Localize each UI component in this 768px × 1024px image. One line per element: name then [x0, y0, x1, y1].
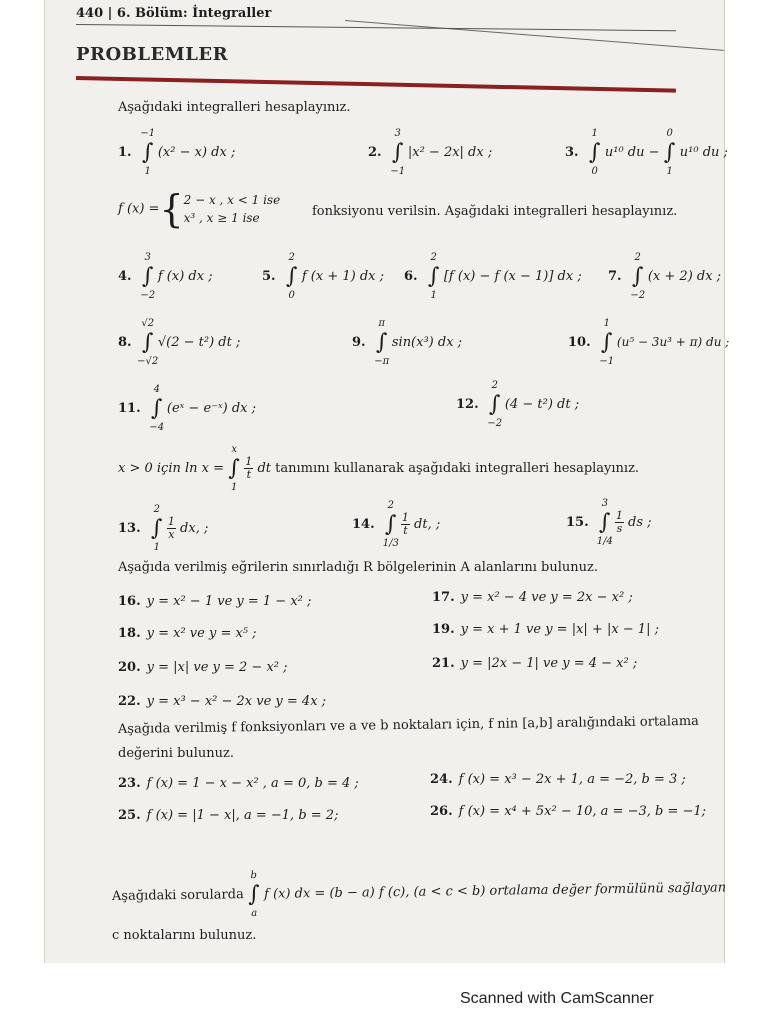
instruction-5b: değerini bulunuz. [118, 746, 235, 761]
integral-sign: ∫ b a [248, 869, 260, 920]
problem-22: 22. y = x³ − x² − 2x ve y = 4x ; [118, 694, 327, 709]
integral-sign: ∫ 0 1 [663, 128, 676, 177]
integral-sign: ∫ 3 1/4 [596, 498, 613, 547]
problem-21: 21. y = |2x − 1| ve y = 4 − x² ; [432, 656, 638, 671]
integral-sign: ∫ 3 −1 [390, 128, 406, 177]
problem-16: 16. y = x² − 1 ve y = 1 − x² ; [118, 594, 312, 609]
integral-sign: ∫ √2 −√2 [137, 318, 159, 367]
integral-sign: ∫ 2 1 [151, 504, 163, 553]
integral-sign: ∫ 1 −1 [599, 318, 615, 367]
integral-sign: ∫ 2 1/3 [382, 500, 399, 549]
problem-25: 25. f (x) = |1 − x|, a = −1, b = 2; [118, 808, 339, 823]
integral-sign: ∫ 1 0 [588, 128, 601, 177]
problem-17: 17. y = x² − 4 ve y = 2x − x² ; [432, 590, 633, 605]
problem-14: 14. ∫ 2 1/3 $\frac{1}{t}$ dt, ; [352, 500, 441, 549]
instruction-3: x > 0 için ln x = ∫ x 1 $\frac{1}{t}$ dt tanımını kullanarak aşağıdaki integralleri hesaplayınız. [118, 444, 640, 493]
integral-sign: ∫ 2 −2 [487, 380, 503, 429]
problem-15: 15. ∫ 3 1/4 $\frac{1}{s}$ ds ; [566, 498, 652, 547]
integral-sign: ∫ 2 0 [285, 252, 298, 301]
problem-12: 12. ∫ 2 −2 (4 − t²) dt ; [456, 380, 580, 429]
problem-2: 2. ∫ 3 −1 |x² − 2x| dx ; [368, 128, 493, 177]
problem-13: 13. ∫ 2 1 $\frac{1}{x}$ dx, ; [118, 504, 209, 553]
problem-1: 1. ∫ −1 1 (x² − x) dx ; [118, 128, 236, 177]
left-brace: { [159, 187, 184, 231]
instruction-5a: Aşağıda verilmiş f fonksiyonları ve a ve b noktaları için, f nin [a,b] aralığındaki ortalama [117, 713, 699, 737]
problem-10: 10. ∫ 1 −1 (u⁵ − 3u³ + π) du ; [568, 318, 730, 367]
fraction: $\frac{1}{t}$ [401, 511, 409, 537]
problem-6: 6. ∫ 2 1 [f (x) − f (x − 1)] dx ; [404, 252, 582, 301]
integral-sign: ∫ 3 −2 [140, 252, 156, 301]
fraction: $\frac{1}{x}$ [167, 515, 175, 541]
integral-sign: ∫ −1 1 [140, 128, 156, 177]
instruction-2: fonksiyonu verilsin. Aşağıdaki integralleri hesaplayınız. [312, 204, 678, 219]
problem-8: 8. ∫ √2 −√2 √(2 − t²) dt ; [118, 318, 241, 367]
problem-19: 19. y = x + 1 ve y = |x| + |x − 1| ; [432, 622, 659, 637]
camscanner-watermark: Scanned with CamScanner [460, 990, 654, 1007]
instruction-6: Aşağıdaki sorularda ∫ b a f (x) dx = (b − a) f (c), (a < c < b) ortalama değer formülünü sağlayan [111, 869, 727, 920]
instruction-1: Aşağıdaki integralleri hesaplayınız. [118, 100, 351, 115]
fraction: $\frac{1}{t}$ [245, 455, 253, 481]
problem-11: 11. ∫ 4 −4 (eˣ − e⁻ˣ) dx ; [118, 384, 256, 433]
problem-9: 9. ∫ π −π sin(x³) dx ; [352, 318, 463, 367]
piecewise-definition: f (x) ={ 2 − x , x < 1 ise x³ , x ≥ 1 ise [118, 187, 281, 231]
fraction: $\frac{1}{s}$ [615, 509, 623, 535]
section-title: PROBLEMLER [76, 44, 229, 65]
problem-5: 5. ∫ 2 0 f (x + 1) dx ; [262, 252, 385, 301]
integral-sign: ∫ 2 −2 [630, 252, 646, 301]
problem-20: 20. y = |x| ve y = 2 − x² ; [118, 660, 288, 675]
page-header: 440 | 6. Bölüm: İntegraller [76, 6, 272, 21]
integral-sign: ∫ 4 −4 [149, 384, 165, 433]
problem-18: 18. y = x² ve y = x⁵ ; [118, 626, 257, 641]
integral-sign: ∫ 2 1 [427, 252, 440, 301]
instruction-4: Aşağıda verilmiş eğrilerin sınırladığı R bölgelerinin A alanlarını bulunuz. [118, 560, 598, 575]
problem-3: 3. ∫ 1 0 u¹⁰ du − ∫ 0 1 u¹⁰ du ; [565, 128, 728, 177]
problem-23: 23. f (x) = 1 − x − x² , a = 0, b = 4 ; [118, 776, 359, 791]
problem-24: 24. f (x) = x³ − 2x + 1, a = −2, b = 3 ; [430, 772, 686, 787]
problem-7: 7. ∫ 2 −2 (x + 2) dx ; [608, 252, 722, 301]
instruction-6b: c noktalarını bulunuz. [112, 928, 257, 943]
header-curve-line [345, 20, 724, 51]
problem-26: 26. f (x) = x⁴ + 5x² − 10, a = −3, b = −1; [430, 804, 707, 819]
problem-4: 4. ∫ 3 −2 f (x) dx ; [118, 252, 213, 301]
integral-sign: ∫ π −π [374, 318, 390, 367]
integral-sign: ∫ x 1 [228, 444, 240, 493]
